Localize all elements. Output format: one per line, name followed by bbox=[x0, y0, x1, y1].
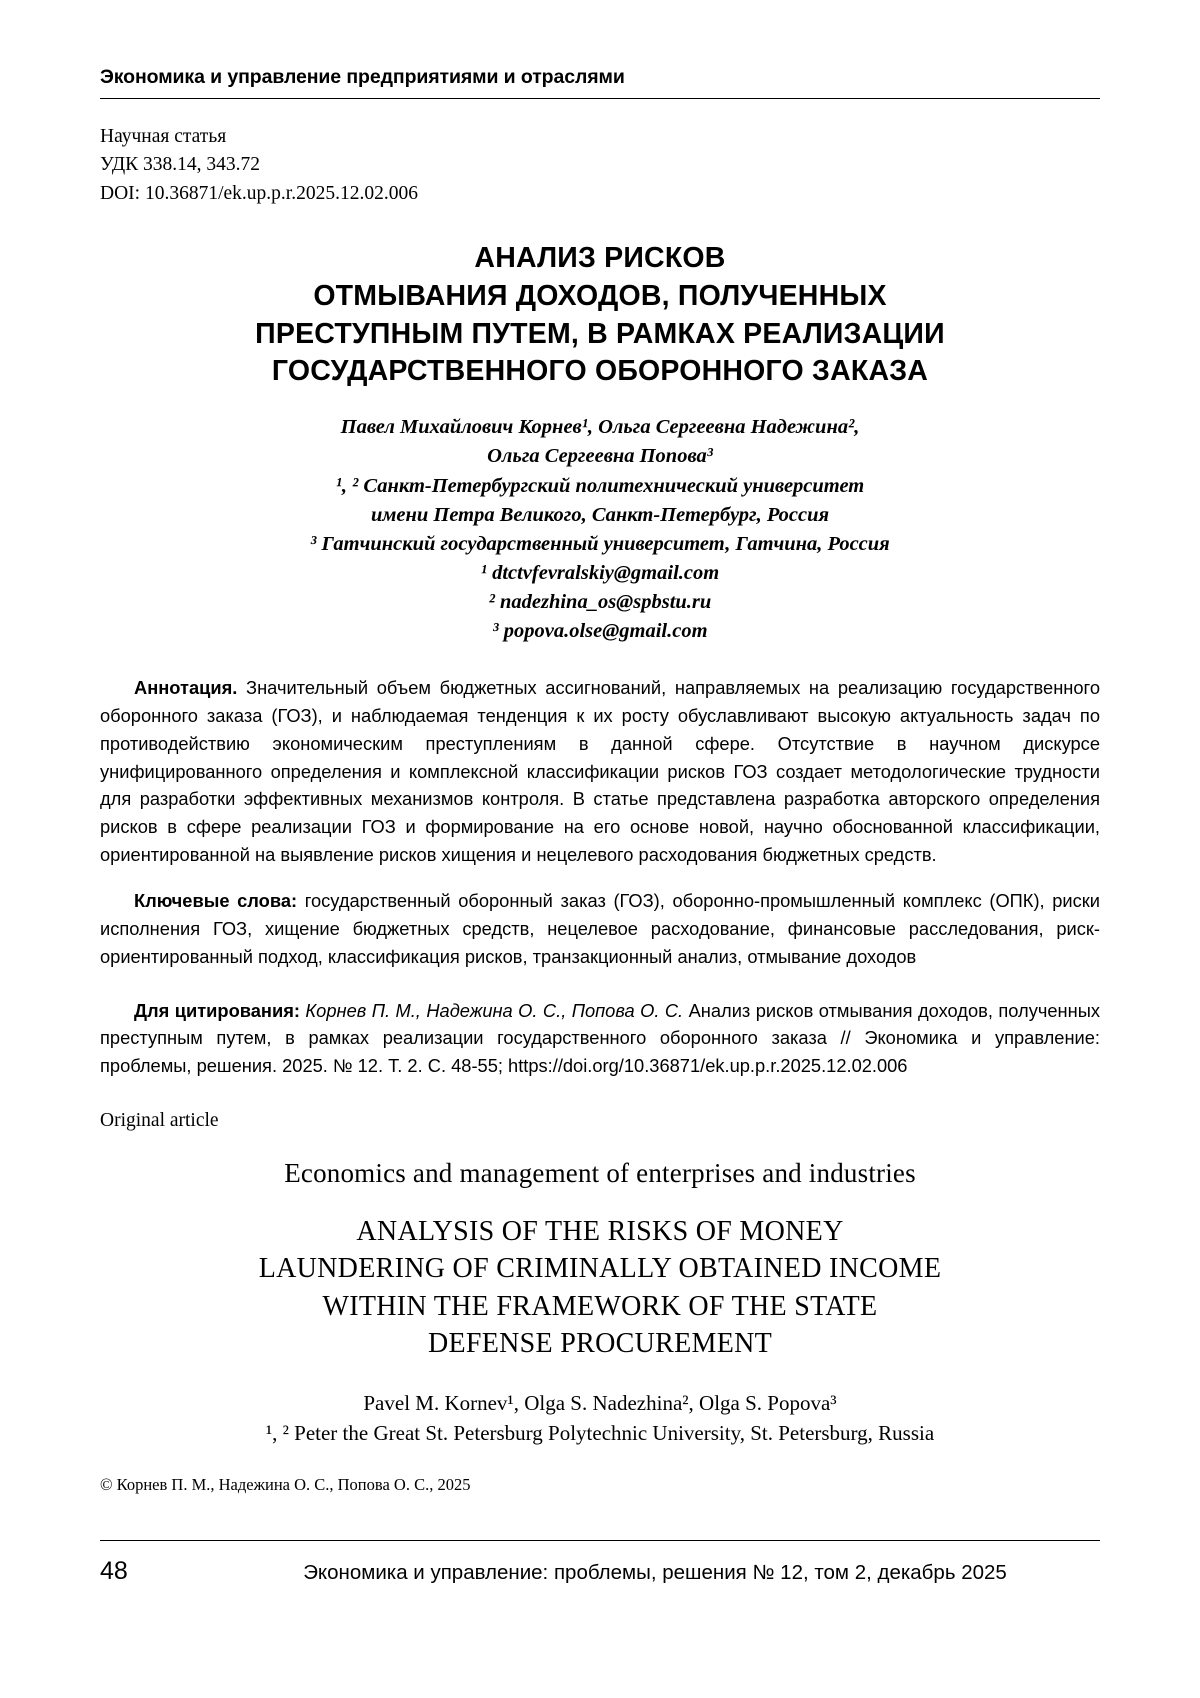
email-link[interactable]: ¹ dtctvfevralskiy@gmail.com bbox=[480, 561, 720, 584]
footer-divider bbox=[100, 1540, 1100, 1541]
title-en-line: WITHIN THE FRAMEWORK OF THE STATE bbox=[322, 1290, 878, 1322]
authors-en: Pavel M. Kornev¹, Olga S. Nadezhina², Olga S. Popova³ bbox=[363, 1390, 837, 1415]
citation-label: Для цитирования: bbox=[134, 999, 300, 1021]
citation-text: Анализ рисков отмывания доходов, полученных преступным путем, в рамках реализации государственного оборонного заказа // Экономика и управление: проблемы, решения. 2025. № 12. Т. 2. С. 48-55; https://doi.org/10.36871/ek.up.p.r.2025.12.02.006 bbox=[100, 999, 1100, 1077]
authors-ru bbox=[100, 413, 1100, 471]
udk-code: УДК 338.14, 343.72 bbox=[100, 154, 261, 176]
abstract-paragraph bbox=[100, 674, 1100, 869]
original-article-label: Original article bbox=[100, 1109, 219, 1131]
email-link[interactable]: ² nadezhina_os@spbstu.ru bbox=[488, 591, 712, 614]
title-ru-line: АНАЛИЗ РИСКОВ bbox=[474, 241, 726, 274]
affiliation-ru-line: ³ Гатчинский государственный университет, Гатчина, Россия bbox=[310, 532, 890, 555]
page-content bbox=[100, 66, 1100, 1495]
title-en-line: DEFENSE PROCUREMENT bbox=[427, 1328, 773, 1360]
abstract-label: Аннотация. bbox=[134, 677, 238, 699]
title-en-line: LAUNDERING OF CRIMINALLY OBTAINED INCOME bbox=[258, 1253, 942, 1285]
title-ru-line: ПРЕСТУПНЫМ ПУТЕМ, В РАМКАХ РЕАЛИЗАЦИИ bbox=[255, 317, 945, 350]
title-en bbox=[100, 1213, 1100, 1363]
footer-row bbox=[100, 1557, 1100, 1586]
keywords-paragraph bbox=[100, 887, 1100, 970]
header-divider bbox=[100, 98, 1100, 99]
citation-authors: Корнев П. М., Надежина О. С., Попова О. С. bbox=[305, 999, 684, 1021]
section-heading-en: Economics and management of enterprises and industries bbox=[284, 1157, 916, 1188]
keywords-text: государственный оборонный заказ (ГОЗ), оборонно-промышленный комплекс (ОПК), риски исполнения ГОЗ, хищение бюджетных средств, нецелевое расходование, финансовые расследования, риск-ориентированный подход, классификация рисков, транзакционный анализ, отмывание доходов bbox=[100, 890, 1100, 967]
affiliation-ru-line: ¹, ² Санкт-Петербургский политехнический университет bbox=[335, 474, 865, 497]
title-ru-line: ОТМЫВАНИЯ ДОХОДОВ, ПОЛУЧЕННЫХ bbox=[313, 279, 887, 312]
abstract-text: Значительный объем бюджетных ассигнований, направляемых на реализацию государственного оборонного заказа (ГОЗ), и наблюдаемая тенденция к их росту обуславливают высокую актуальность задач по противодействию экономическим преступлениям в данной сфере. Отсутствие в научном дискурсе унифицированного определения и комплексной классификации рисков ГОЗ создает методологические трудности для разработки эффективных механизмов контроля. В статье представлена разработка авторского определения рисков в сфере реализации ГОЗ и формирование на его основе новой, научно обоснованной классификации, ориентированной на выявление рисков хищения и нецелевого расходования бюджетных средств. bbox=[100, 677, 1100, 866]
title-ru bbox=[100, 240, 1100, 392]
authors-ru-line: Павел Михайлович Корнев¹, Ольга Сергеевна Надежина², bbox=[340, 416, 860, 439]
copyright-line: © Корнев П. М., Надежина О. С., Попова О. С., 2025 bbox=[100, 1474, 471, 1494]
email-link[interactable]: ³ popova.olse@gmail.com bbox=[492, 620, 708, 643]
doi-code: DOI: 10.36871/ek.up.p.r.2025.12.02.006 bbox=[100, 182, 418, 204]
keywords-label: Ключевые слова: bbox=[134, 890, 298, 912]
title-ru-line: ГОСУДАРСТВЕННОГО ОБОРОННОГО ЗАКАЗА bbox=[271, 355, 929, 388]
title-en-line: ANALYSIS OF THE RISKS OF MONEY bbox=[356, 1215, 844, 1247]
page-number: 48 bbox=[100, 1557, 128, 1585]
affiliation-en: ¹, ² Peter the Great St. Petersburg Polytechnic University, St. Petersburg, Russia bbox=[265, 1420, 935, 1445]
author-emails bbox=[100, 559, 1100, 646]
page-footer bbox=[100, 1540, 1100, 1586]
article-meta bbox=[100, 123, 1100, 208]
affiliations-ru bbox=[100, 472, 1100, 559]
authors-ru-line: Ольга Сергеевна Попова³ bbox=[487, 445, 713, 468]
citation-paragraph bbox=[100, 997, 1100, 1080]
affiliation-ru-line: имени Петра Великого, Санкт-Петербург, Россия bbox=[370, 503, 830, 526]
running-head: Экономика и управление предприятиями и отраслями bbox=[100, 66, 625, 88]
footer-journal-line: Экономика и управление: проблемы, решения № 12, том 2, декабрь 2025 bbox=[303, 1561, 1007, 1584]
article-type: Научная статья bbox=[100, 126, 227, 147]
